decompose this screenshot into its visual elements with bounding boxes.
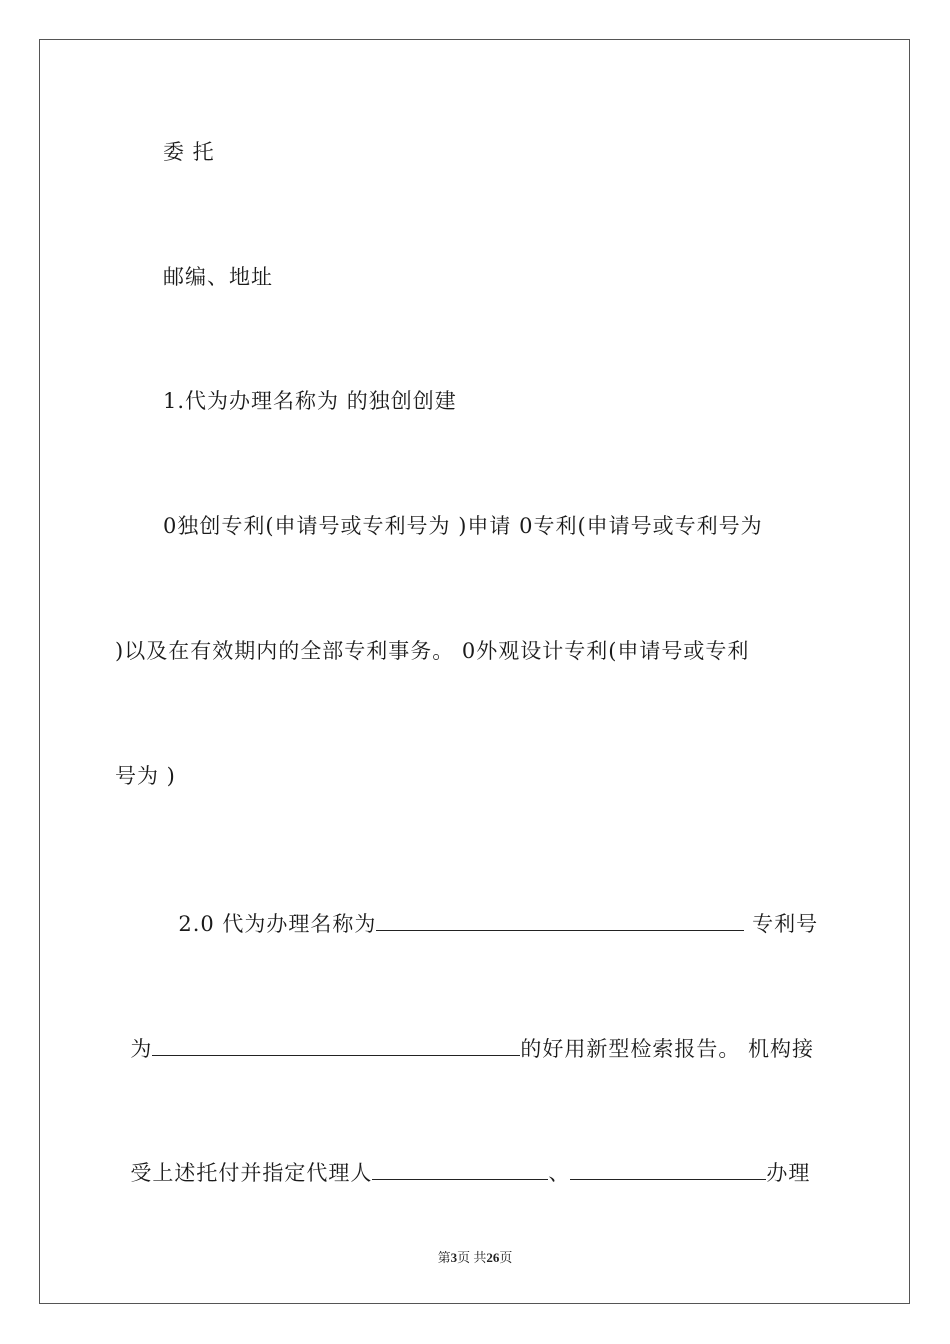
- text-line-9-end: 办理: [766, 1161, 811, 1185]
- text-line-9: [115, 1133, 810, 1187]
- text-line-7-end: 专利号: [744, 912, 819, 936]
- text-line-8-start: 为: [130, 1037, 153, 1061]
- page-footer: [0, 1247, 950, 1266]
- text-line-6: 号为 ): [115, 764, 176, 788]
- footer-suffix: 页: [499, 1250, 513, 1265]
- text-line-7: [163, 884, 818, 938]
- text-line-4: 0独创专利(申请号或专利号为 )申请 0专利(申请号或专利号为: [163, 514, 763, 538]
- text-line-3: 1.代为办理名称为 的独创创建: [163, 389, 457, 413]
- footer-page-number: 3: [450, 1250, 458, 1265]
- text-line-5: )以及在有效期内的全部专利事务。 0外观设计专利(申请号或专利: [115, 639, 750, 663]
- text-line-9-start: 受上述托付并指定代理人: [130, 1161, 373, 1185]
- page-border: [39, 39, 910, 1304]
- blank-agent-1-field: [372, 1159, 548, 1180]
- text-line-8: [115, 1009, 814, 1063]
- text-line-8-end: 的好用新型检索报告。 机构接: [520, 1037, 815, 1061]
- blank-patent-number-field: [152, 1035, 520, 1056]
- blank-agent-2-field: [570, 1159, 766, 1180]
- footer-prefix: 第: [437, 1250, 451, 1265]
- text-line-2: 邮编、地址: [163, 265, 273, 289]
- text-line-9-sep: 、: [548, 1161, 571, 1185]
- footer-mid: 页 共: [457, 1250, 487, 1265]
- blank-name-field: [376, 910, 744, 931]
- text-line-7-start: 2.0 代为办理名称为: [178, 912, 377, 936]
- text-line-1: 委 托: [163, 140, 215, 164]
- footer-total-pages: 26: [486, 1250, 500, 1265]
